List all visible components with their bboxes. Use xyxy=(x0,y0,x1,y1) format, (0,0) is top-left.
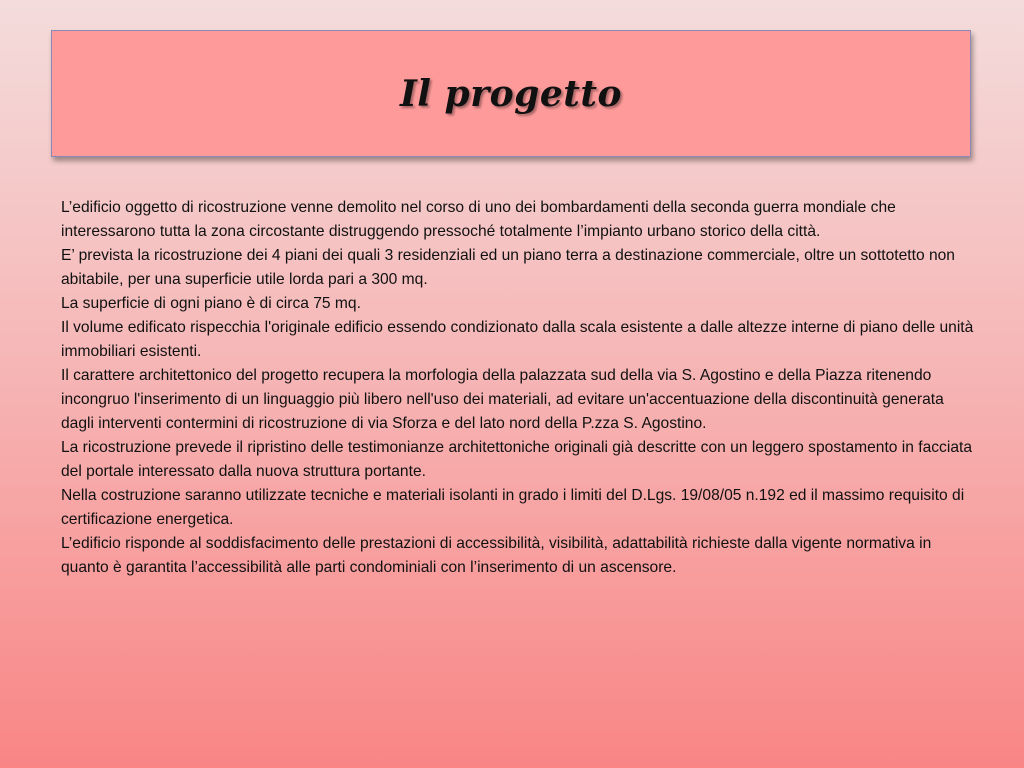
slide-title: Il progetto xyxy=(399,72,623,115)
body-text xyxy=(61,196,981,580)
title-box xyxy=(51,30,971,157)
paragraph: La ricostruzione prevede il ripristino delle testimonianze architettoniche originali già descritte con un leggero spostamento in facciata del portale interessato dalla nuova struttura portante. xyxy=(61,439,973,480)
paragraph: La superficie di ogni piano è di circa 75 mq. xyxy=(61,295,361,312)
paragraph: E’ prevista la ricostruzione dei 4 piani dei quali 3 residenziali ed un piano terra a destinazione commerciale, oltre un sottotetto non abitabile, per una superficie utile lorda pari a 300 mq. xyxy=(61,247,955,288)
paragraph: L’edificio risponde al soddisfacimento delle prestazioni di accessibilità, visibilità, adattabilità richieste dalla vigente normativa in quanto è garantita l’accessibilità alle parti condominiali con l’inserimento di un ascensore. xyxy=(61,535,932,576)
paragraph: Nella costruzione saranno utilizzate tecniche e materiali isolanti in grado i limiti del D.Lgs. 19/08/05 n.192 ed il massimo requisito di certificazione energetica. xyxy=(61,487,965,528)
paragraph: Il volume edificato rispecchia l'originale edificio essendo condizionato dalla scala esistente a dalle altezze interne di piano delle unità immobiliari esistenti. xyxy=(61,319,974,360)
paragraph: Il carattere architettonico del progetto recupera la morfologia della palazzata sud della via S. Agostino e della Piazza ritenendo incongruo l'inserimento di un linguaggio più libero nell'uso dei materiali, ad evitare un'accentuazione della discontinuità generata dagli interventi contermini di ricostruzione di via Sforza e del lato nord della P.zza S. Agostino. xyxy=(61,367,944,432)
paragraph: L’edificio oggetto di ricostruzione venne demolito nel corso di uno dei bombardamenti della seconda guerra mondiale che interessarono tutta la zona circostante distruggendo pressoché totalmente l’impianto urbano storico della città. xyxy=(61,199,896,240)
